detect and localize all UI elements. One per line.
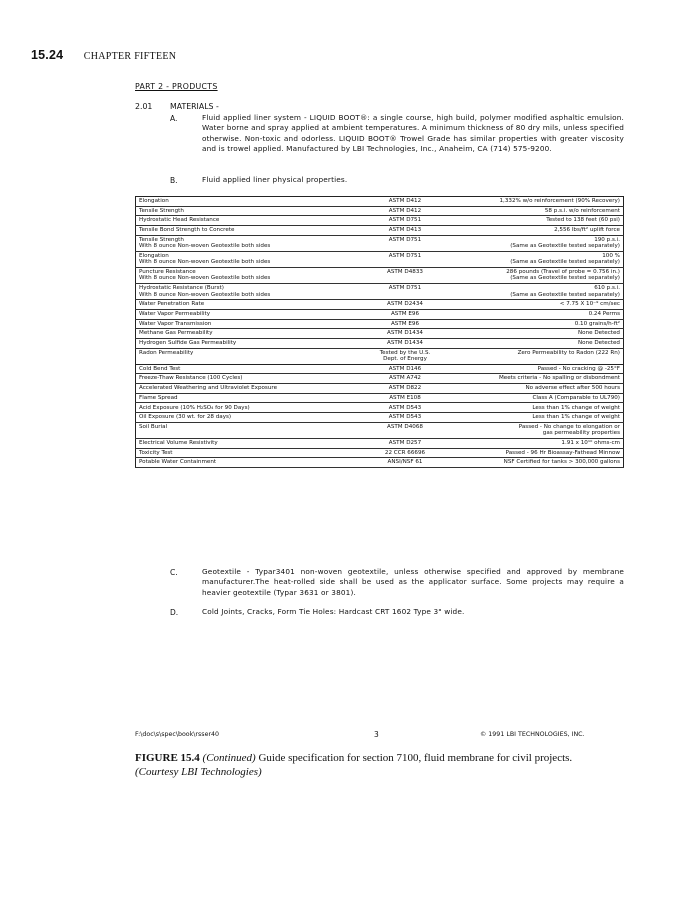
footer-page-number: 3	[374, 730, 379, 739]
property-cell	[136, 329, 353, 339]
part-heading: PART 2 - PRODUCTS	[135, 82, 218, 91]
property-cell-text: With 8 ounce Non-woven Geotextile both sides	[139, 275, 271, 282]
property-cell-text: Elongation	[139, 198, 169, 205]
result-cell-text: 58 p.s.i. w/o reinforcement	[544, 207, 620, 214]
result-cell	[458, 226, 624, 236]
property-cell-text: Accelerated Weathering and Ultraviolet Exposure	[139, 385, 278, 392]
result-cell-text: None Detected	[577, 330, 620, 337]
table-row	[136, 384, 624, 394]
result-cell	[458, 251, 624, 267]
result-cell	[458, 422, 624, 438]
paragraph-a-letter: A.	[170, 114, 178, 123]
test-method-cell-text: ASTM D822	[388, 385, 422, 392]
test-method-cell	[352, 338, 458, 348]
properties-table-body	[136, 197, 624, 468]
table-row	[136, 197, 624, 207]
test-method-cell-text: ANSI/NSF 61	[387, 459, 423, 466]
property-cell-text: With 8 ounce Non-woven Geotextile both sides	[139, 243, 271, 250]
test-method-cell	[352, 284, 458, 300]
test-method-cell-text: ASTM A742	[389, 375, 421, 382]
result-cell	[458, 338, 624, 348]
property-cell	[136, 348, 353, 364]
table-row	[136, 300, 624, 310]
result-cell	[458, 235, 624, 251]
result-cell	[458, 438, 624, 448]
result-cell-text: (Same as Geotextile tested separately)	[510, 291, 620, 298]
property-cell	[136, 226, 353, 236]
property-cell-text: Tensile Bond Strength to Concrete	[139, 227, 235, 234]
table-row	[136, 422, 624, 438]
table-row	[136, 338, 624, 348]
table-row	[136, 458, 624, 468]
property-cell	[136, 384, 353, 394]
footer-copyright: © 1991 LBI TECHNOLOGIES, INC.	[480, 731, 585, 738]
test-method-cell-text: ASTM D751	[388, 217, 422, 224]
property-cell-text: Elongation	[139, 252, 169, 259]
test-method-cell-text: ASTM D751	[388, 252, 422, 259]
result-cell-text: 610 p.s.i.	[594, 285, 620, 292]
result-cell-text: 1.91 x 10¹⁰ ohms-cm	[561, 439, 620, 446]
property-cell-text: Hydrostatic Resistance (Burst)	[139, 285, 224, 292]
property-cell-text: Freeze-Thaw Resistance (100 Cycles)	[139, 375, 243, 382]
test-method-cell	[352, 403, 458, 413]
result-cell-text: Passed - No cracking @ -25°F	[537, 365, 620, 372]
table-row	[136, 374, 624, 384]
property-cell	[136, 338, 353, 348]
result-cell-text: 1,332% w/o reinforcement (90% Recovery)	[499, 198, 620, 205]
test-method-cell	[352, 226, 458, 236]
test-method-cell	[352, 364, 458, 374]
test-method-cell	[352, 413, 458, 423]
test-method-cell	[352, 197, 458, 207]
property-cell	[136, 216, 353, 226]
footer-file-path: F:\doc\s\spec\book\rsser40	[135, 731, 220, 738]
test-method-cell	[352, 251, 458, 267]
property-cell-text: Methane Gas Permeability	[139, 330, 213, 337]
property-cell	[136, 403, 353, 413]
test-method-cell-text: ASTM D412	[388, 198, 422, 205]
result-cell-text: (Same as Geotextile tested separately)	[510, 275, 620, 282]
paragraph-c-letter: C.	[170, 568, 178, 577]
page-number: 15.24	[31, 48, 64, 62]
property-cell-text: Water Vapor Permeability	[139, 310, 211, 317]
test-method-cell-text: ASTM E96	[390, 310, 420, 317]
paragraph-a-text: Fluid applied liner system - LIQUID BOOT®: a single course, high build, polymer modified asphaltic emulsion. Water borne and spray applied at ambient temperatures. A minimum thickness of 80 dry mils, unless specified otherwise. Non-toxic and odorless. LIQUID BOOT® Trowel Grade has similar properties with greater viscosity and is trowel applied. Manufactured by LBI Technologies, Inc., Anaheim, CA (714) 575-9200.	[202, 113, 624, 153]
result-cell	[458, 300, 624, 310]
figure-courtesy: (Courtesy LBI Technologies)	[135, 766, 262, 778]
property-cell	[136, 235, 353, 251]
test-method-cell-text: ASTM D751	[388, 285, 422, 292]
result-cell	[458, 458, 624, 468]
test-method-cell-text: ASTM D4833	[387, 269, 423, 276]
property-cell-text: Toxicity Test	[139, 449, 173, 456]
test-method-cell	[352, 206, 458, 216]
property-cell-text: Soil Burial	[139, 423, 168, 430]
test-method-cell	[352, 374, 458, 384]
test-method-cell	[352, 422, 458, 438]
test-method-cell-text: ASTM D751	[388, 236, 422, 243]
table-row	[136, 216, 624, 226]
property-cell	[136, 284, 353, 300]
property-cell-text: Electrical Volume Resistivity	[139, 439, 218, 446]
test-method-cell	[352, 319, 458, 329]
table-row	[136, 329, 624, 339]
result-cell-text: Tested to 138 feet (60 psi)	[546, 217, 620, 224]
result-cell-text: Meets criteria - No spalling or disbondment	[498, 375, 620, 382]
test-method-cell	[352, 300, 458, 310]
result-cell	[458, 216, 624, 226]
result-cell-text: < 7.75 X 10⁻⁹ cm/sec	[559, 301, 620, 308]
result-cell	[458, 206, 624, 216]
property-cell	[136, 374, 353, 384]
test-method-cell-text: ASTM D257	[388, 439, 422, 446]
test-method-cell	[352, 458, 458, 468]
result-cell	[458, 309, 624, 319]
result-cell-text: No adverse effect after 500 hours	[525, 385, 620, 392]
test-method-cell	[352, 384, 458, 394]
paragraph-d-letter: D.	[170, 608, 179, 617]
result-cell-text: 286 pounds (Travel of probe = 0.756 in.)	[506, 269, 620, 276]
table-row	[136, 393, 624, 403]
property-cell-text: Tensile Strength	[139, 236, 184, 243]
test-method-cell	[352, 348, 458, 364]
test-method-cell	[352, 438, 458, 448]
property-cell	[136, 300, 353, 310]
test-method-cell-text: 22 CCR 66696	[384, 449, 426, 456]
result-cell-text: 190 p.s.i.	[594, 236, 620, 243]
test-method-cell	[352, 393, 458, 403]
test-method-cell-text: ASTM D146	[388, 365, 422, 372]
property-cell	[136, 206, 353, 216]
test-method-cell-text: ASTM E96	[390, 320, 420, 327]
result-cell-text: Less than 1% change of weight	[532, 414, 620, 421]
property-cell-text: With 8 ounce Non-woven Geotextile both sides	[139, 259, 271, 266]
test-method-cell-text: ASTM D543	[388, 414, 422, 421]
property-cell-text: With 8 ounce Non-woven Geotextile both sides	[139, 291, 271, 298]
paragraph-c-text: Geotextile - Typar3401 non-woven geotextile, unless otherwise specified and approved by membrane manufacturer.The heat-rolled side shall be used as the applicator surface. Some projects may require a heavier geotextile (Typar 3631 or 3801).	[202, 567, 624, 597]
property-cell-text: Flame Spread	[139, 394, 178, 401]
property-cell	[136, 448, 353, 458]
test-method-cell	[352, 235, 458, 251]
result-cell	[458, 284, 624, 300]
page-header	[31, 46, 176, 64]
test-method-cell-text: ASTM D412	[388, 207, 422, 214]
section-title: MATERIALS -	[170, 102, 219, 111]
table-row	[136, 413, 624, 423]
property-cell	[136, 393, 353, 403]
table-row	[136, 438, 624, 448]
table-row	[136, 319, 624, 329]
result-cell-text: (Same as Geotextile tested separately)	[510, 243, 620, 250]
test-method-cell-text: Dept. of Energy	[383, 356, 427, 363]
table-row	[136, 226, 624, 236]
property-cell-text: Acid Exposure (10% H₂SO₄ for 90 Days)	[139, 404, 250, 411]
table-row	[136, 235, 624, 251]
result-cell	[458, 348, 624, 364]
result-cell	[458, 384, 624, 394]
property-cell	[136, 267, 353, 283]
result-cell-text: Zero Permeability to Radon (222 Rn)	[517, 349, 620, 356]
figure-continued: (Continued)	[202, 752, 256, 764]
result-cell	[458, 413, 624, 423]
test-method-cell-text: ASTM D543	[388, 404, 422, 411]
property-cell	[136, 458, 353, 468]
section-number: 2.01	[135, 102, 153, 111]
result-cell-text: Passed - 96 Hr Bioassay-Fathead Minnow	[505, 449, 620, 456]
paragraph-d-text: Cold Joints, Cracks, Form Tie Holes: Hardcast CRT 1602 Type 3" wide.	[202, 607, 465, 616]
test-method-cell	[352, 329, 458, 339]
result-cell-text: 0.24 Perms	[588, 310, 620, 317]
property-cell-text: Potable Water Containment	[139, 459, 217, 466]
table-row	[136, 403, 624, 413]
property-cell	[136, 422, 353, 438]
result-cell-text: 100 %	[602, 252, 620, 259]
test-method-cell-text: ASTM E108	[389, 394, 421, 401]
test-method-cell-text: ASTM D2434	[387, 301, 423, 308]
test-method-cell	[352, 309, 458, 319]
chapter-title: CHAPTER FIFTEEN	[83, 51, 177, 62]
physical-properties-table	[135, 196, 624, 468]
property-cell-text: Radon Permeability	[139, 349, 194, 356]
result-cell-text: Class A (Comparable to UL790)	[532, 394, 620, 401]
paragraph-b-letter: B.	[170, 176, 178, 185]
result-cell	[458, 403, 624, 413]
test-method-cell-text: ASTM D413	[388, 227, 422, 234]
result-cell	[458, 329, 624, 339]
test-method-cell-text: Tested by the U.S.	[379, 349, 431, 356]
result-cell	[458, 393, 624, 403]
figure-caption	[135, 751, 625, 779]
result-cell-text: (Same as Geotextile tested separately)	[510, 259, 620, 266]
result-cell	[458, 319, 624, 329]
property-cell	[136, 309, 353, 319]
result-cell-text: Less than 1% change of weight	[532, 404, 620, 411]
property-cell-text: Hydrogen Sulfide Gas Permeability	[139, 339, 237, 346]
result-cell	[458, 364, 624, 374]
result-cell-text: gas permeability properties	[542, 430, 620, 437]
table-row	[136, 309, 624, 319]
property-cell	[136, 251, 353, 267]
result-cell-text: 0.10 grains/h-ft²	[574, 320, 620, 327]
property-cell	[136, 413, 353, 423]
property-cell-text: Water Penetration Rate	[139, 301, 205, 308]
result-cell-text: NSF Certified for tanks > 300,000 gallons	[503, 459, 620, 466]
table-row	[136, 284, 624, 300]
result-cell	[458, 374, 624, 384]
property-cell-text: Tensile Strength	[139, 207, 184, 214]
property-cell-text: Oil Exposure (30 wt. for 28 days)	[139, 414, 232, 421]
table-row	[136, 251, 624, 267]
result-cell	[458, 267, 624, 283]
property-cell-text: Cold Bend Test	[139, 365, 181, 372]
test-method-cell-text: ASTM D1434	[387, 330, 423, 337]
figure-label: FIGURE 15.4	[135, 752, 200, 764]
result-cell-text: None Detected	[577, 339, 620, 346]
test-method-cell	[352, 448, 458, 458]
result-cell-text: 2,556 lbs/ft² uplift force	[554, 227, 620, 234]
test-method-cell	[352, 216, 458, 226]
table-row	[136, 448, 624, 458]
property-cell	[136, 438, 353, 448]
property-cell-text: Hydrostatic Head Resistance	[139, 217, 220, 224]
table-row	[136, 364, 624, 374]
result-cell-text: Passed - No change to elongation or	[518, 423, 620, 430]
property-cell	[136, 197, 353, 207]
table-row	[136, 267, 624, 283]
property-cell-text: Water Vapor Transmission	[139, 320, 212, 327]
figure-caption-text: Guide specification for section 7100, fluid membrane for civil projects.	[258, 752, 573, 764]
result-cell	[458, 448, 624, 458]
property-cell-text: Puncture Resistance	[139, 269, 196, 276]
result-cell	[458, 197, 624, 207]
test-method-cell	[352, 267, 458, 283]
property-cell	[136, 364, 353, 374]
test-method-cell-text: ASTM D4068	[387, 423, 423, 430]
test-method-cell-text: ASTM D1434	[387, 339, 423, 346]
table-row	[136, 206, 624, 216]
table-row	[136, 348, 624, 364]
property-cell	[136, 319, 353, 329]
paragraph-b-text: Fluid applied liner physical properties.	[202, 175, 348, 184]
